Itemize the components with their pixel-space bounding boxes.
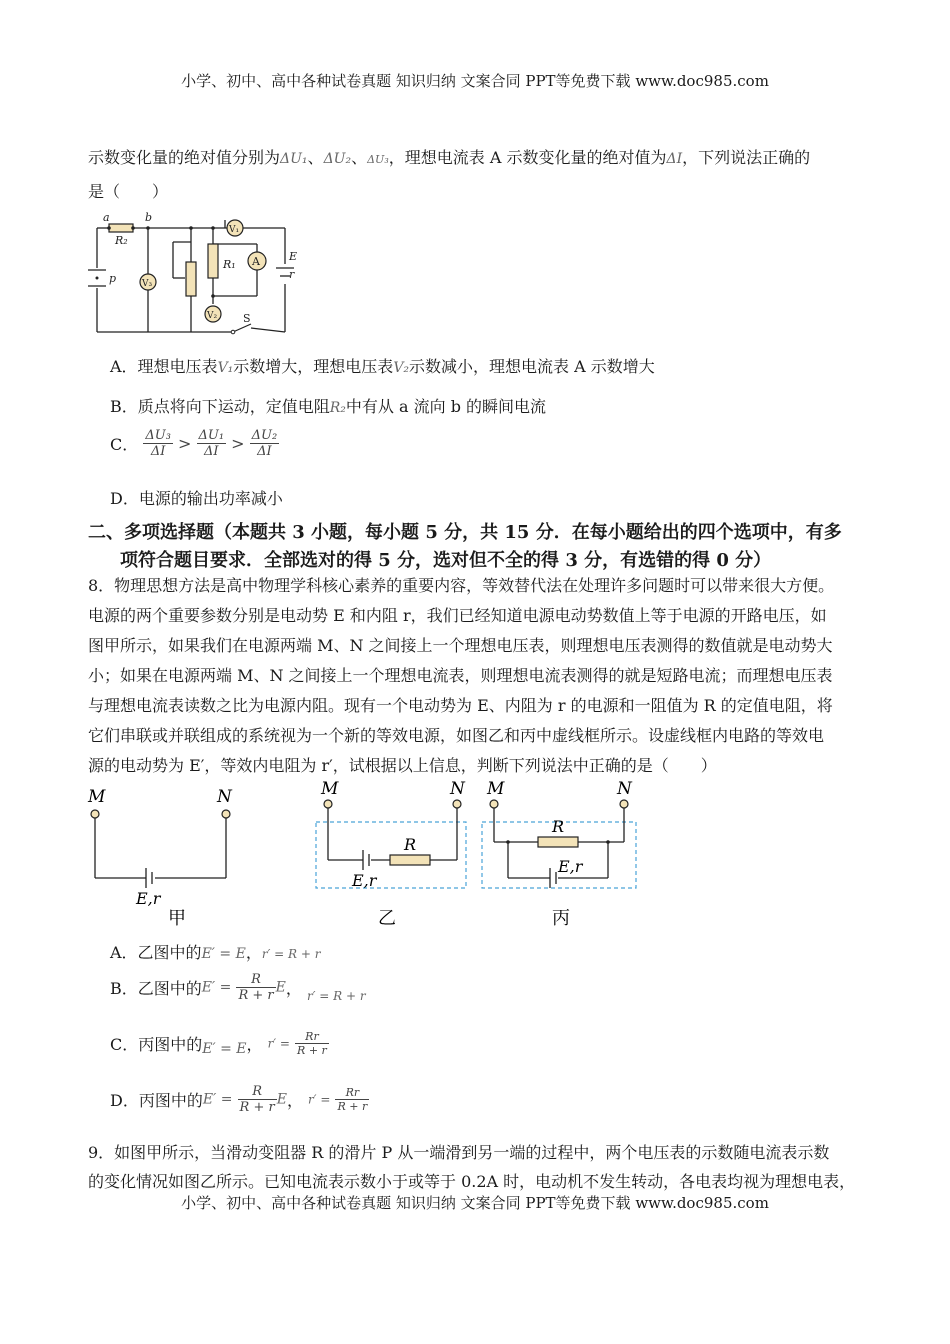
q7-sym-du1: ΔU₁ — [280, 151, 308, 167]
section2-heading-line1: 二、多项选择题（本题共 3 小题，每小题 5 分，共 15 分．在每小题给出的四个选项中，有多 — [88, 522, 842, 543]
q7-option-a-text1: A．理想电压表 — [110, 357, 218, 376]
jia-label-m: M — [88, 787, 106, 807]
label-p: p — [109, 272, 117, 285]
q8-option-c-frac: $\frac{Rr}{R + r}$ — [297, 1030, 327, 1057]
label-r2: R₂ — [115, 234, 128, 247]
q7-stem-line2: 是（ ） — [88, 182, 169, 201]
q8-option-c-sep: ， — [246, 1035, 263, 1054]
q8-option-c — [110, 1030, 329, 1074]
yi-label-m: M — [321, 779, 339, 799]
q8-option-d-text: D．丙图中的 — [110, 1091, 203, 1110]
page-header: 小学、初中、高中各种试卷真题 知识归纳 文案合同 PPT等免费下载 www.doc985.com — [181, 72, 769, 90]
q8-line3: 图甲所示，如果我们在电源两端 M、N 之间接上一个理想电压表，则理想电压表测得的数值就是电动势大 — [88, 636, 833, 655]
q7-option-a — [110, 354, 655, 377]
label-v1: V₁ — [229, 225, 240, 235]
q8-option-b-sep: ， — [285, 979, 302, 998]
q7-option-a-v1: V₁ — [217, 360, 234, 376]
q7-stem-text-b: ，理想电流表 A 示数变化量的绝对值为 — [388, 148, 667, 167]
q7-stem-text-c: ，下列说法正确的 — [682, 148, 811, 167]
q8-option-c-text: C．丙图中的 — [110, 1035, 203, 1054]
q8-option-b — [110, 972, 366, 1016]
q8-option-a — [110, 940, 320, 963]
q7-sep2: 、 — [351, 148, 368, 167]
q8-line4: 小；如果在电源两端 M、N 之间接上一个理想电流表，则理想电流表测得的就是短路电流；而理想电压表 — [88, 666, 833, 685]
label-a-meter: A — [252, 255, 260, 268]
q7-option-c-frac3: $\frac{\text{ΔU₂}}{\Delta I}$ — [251, 428, 278, 459]
q8-figures — [80, 778, 660, 934]
q8-option-d-frac1: $\frac{R}{R + r}$ — [239, 1084, 275, 1115]
q9-line2: 的变化情况如图乙所示。已知电流表示数小于或等于 0.2A 时，电动机不发生转动，各电表均视为理想电表， — [88, 1172, 856, 1191]
label-a: a — [103, 211, 110, 224]
yi-label-er: E,r — [352, 871, 377, 890]
q7-option-b-r2: R₂ — [329, 400, 346, 416]
q7-sym-du3: ΔU₃ — [367, 153, 389, 166]
q7-sym-di: ΔI — [666, 151, 683, 167]
q8-line6: 它们串联或并联组成的系统视为一个新的等效电源，如图乙和丙中虚线框所示。设虚线框内电路的等效电 — [88, 726, 825, 745]
q8-line2: 电源的两个重要参数分别是电动势 E 和内阻 r，我们已经知道电源电动势数值上等于电源的开路电压，如 — [88, 606, 827, 625]
q7-option-d: D．电源的输出功率减小 — [110, 489, 283, 508]
q8-line1: 8．物理思想方法是高中物理学科核心素养的重要内容，等效替代法在处理许多问题时可以带来很大方便。 — [88, 576, 835, 595]
label-s: S — [243, 312, 251, 325]
q7-circuit-diagram — [85, 208, 305, 340]
q7-option-c-gt1: > — [178, 434, 192, 453]
q7-option-c-label: C． — [110, 435, 139, 454]
q7-option-a-text2: 示数增大，理想电压表 — [233, 357, 394, 376]
jia-label-n: N — [217, 787, 232, 807]
bing-label-r: R — [552, 817, 565, 836]
label-e: E — [289, 250, 298, 263]
q8-line7: 源的电动势为 E′，等效内电阻为 r′，试根据以上信息，判断下列说法中正确的是（ ） — [88, 756, 717, 775]
q8-option-a-text: A．乙图中的 — [110, 943, 202, 962]
q8-option-d-e-post: E — [276, 1091, 287, 1108]
yi-label-n: N — [450, 779, 465, 799]
label-r: r — [289, 268, 295, 281]
q7-option-b — [110, 394, 546, 417]
q8-option-d — [110, 1084, 369, 1128]
figure-yi — [316, 779, 466, 890]
bing-label-n: N — [617, 779, 632, 799]
q8-line5: 与理想电流表读数之比为电源内阻。现有一个电动势为 E、内阻为 r 的电源和一阻值为 R 的定值电阻，将 — [88, 696, 833, 715]
label-b: b — [145, 211, 153, 224]
q8-option-a-sep: ， — [245, 943, 262, 962]
q8-option-b-e-pre: E′ = — [201, 979, 232, 996]
q7-sep1: 、 — [307, 148, 324, 167]
q7-option-c — [110, 428, 279, 470]
figure-bing — [482, 779, 636, 888]
q8-option-b-frac: $\frac{R}{R + r}$ — [238, 972, 274, 1003]
q7-option-a-v2: V₂ — [393, 360, 410, 376]
q7-sym-du2: ΔU₂ — [323, 151, 352, 167]
q8-option-d-r-pre: r′ = — [308, 1092, 331, 1107]
q8-option-d-frac2: $\frac{Rr}{R + r}$ — [337, 1086, 368, 1113]
yi-label-r: R — [404, 835, 417, 854]
caption-jia: 甲 — [168, 908, 186, 929]
bing-label-er: E,r — [558, 857, 583, 876]
q8-option-a-e: E′ = E — [201, 946, 246, 962]
q7-option-b-text2: 中有从 a 流向 b 的瞬间电流 — [345, 397, 547, 416]
q7-stem-line1 — [88, 148, 810, 170]
q7-option-b-text1: B．质点将向下运动，定值电阻 — [110, 397, 330, 416]
q8-option-b-e-post: E — [275, 979, 286, 996]
caption-bing: 丙 — [552, 908, 570, 929]
q9-line1: 9．如图甲所示，当滑动变阻器 R 的滑片 P 从一端滑到另一端的过程中，两个电压表的示数随电流表示数 — [88, 1143, 830, 1162]
q8-option-c-r-pre: r′ = — [267, 1036, 290, 1051]
q7-option-c-gt2: > — [231, 434, 245, 453]
q8-option-d-e-pre: E′ = — [202, 1091, 233, 1108]
jia-label-er: E,r — [136, 889, 161, 908]
q8-option-a-r: r′ = R + r — [261, 947, 321, 961]
q7-stem-text-a: 示数变化量的绝对值分别为 — [88, 148, 281, 167]
q8-option-c-e: E′ = E — [202, 1041, 247, 1057]
page-footer: 小学、初中、高中各种试卷真题 知识归纳 文案合同 PPT等免费下载 www.doc985.com — [181, 1194, 769, 1212]
q7-option-c-frac2: $\frac{\text{ΔU₁}}{\Delta I}$ — [198, 428, 225, 459]
section2-heading-line2: 项符合题目要求．全部选对的得 5 分，选对但不全的得 3 分，有选错的得 0 分） — [120, 550, 772, 571]
label-v3: V₃ — [142, 279, 153, 289]
q7-option-c-frac1: $\frac{\text{ΔU₃}}{\Delta I}$ — [145, 428, 171, 459]
q8-option-b-text: B．乙图中的 — [110, 979, 202, 998]
caption-yi: 乙 — [378, 908, 396, 929]
q8-option-d-sep: ， — [286, 1091, 303, 1110]
q8-option-b-r: r′ = R + r — [306, 989, 366, 1003]
label-v2: V₂ — [207, 311, 218, 321]
bing-label-m: M — [487, 779, 505, 799]
label-r1: R₁ — [223, 258, 236, 271]
figure-jia — [87, 787, 233, 908]
q7-option-a-text3: 示数减小，理想电流表 A 示数增大 — [409, 357, 655, 376]
